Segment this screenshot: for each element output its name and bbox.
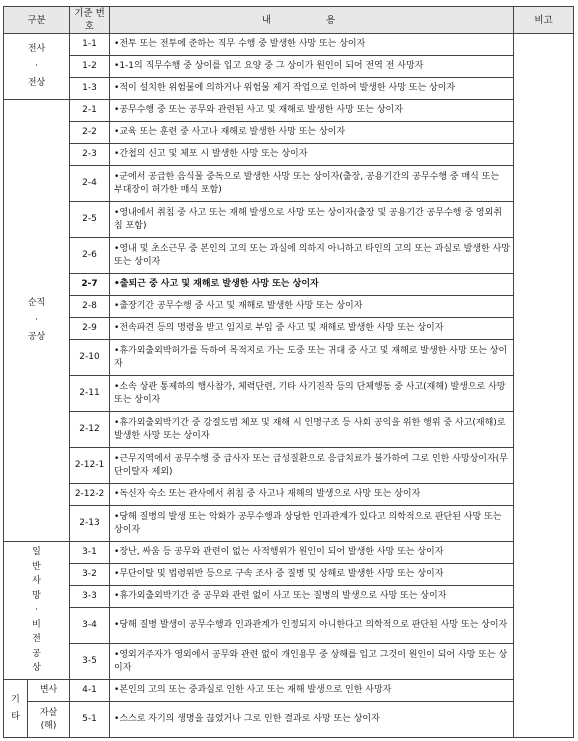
header-category: 구분 — [4, 7, 70, 34]
table-row — [4, 586, 574, 608]
row-code: 1-3 — [70, 78, 110, 100]
row-desc: •영내에서 취침 중 사고 또는 재해 발생으로 사망 또는 상이자(출장 및 공용기간 공무수행 중 영외취침 포함) — [110, 202, 514, 238]
row-desc: •교육 또는 훈련 중 사고나 재해로 발생한 사망 또는 상이자 — [110, 122, 514, 144]
table-row — [4, 34, 574, 56]
row-code: 2-12-1 — [70, 448, 110, 484]
row-code: 4-1 — [70, 680, 110, 702]
header-code: 기준 번호 — [70, 7, 110, 34]
category-combat: 전사 · 전상 — [4, 34, 70, 100]
row-desc: •장난, 싸움 등 공무와 관련이 없는 사적행위가 원인이 되어 발생한 사망 또는 상이자 — [110, 542, 514, 564]
table-row — [4, 680, 574, 702]
row-desc: •본인의 고의 또는 중과실로 인한 사고 또는 재해 발생으로 인한 사망자 — [110, 680, 514, 702]
table-row — [4, 412, 574, 448]
row-code: 5-1 — [70, 702, 110, 738]
table-row — [4, 608, 574, 644]
row-code: 3-2 — [70, 564, 110, 586]
row-desc: •영외거주자가 영외에서 공무와 관련 없이 개인용무 중 상해를 입고 그것이 원인이 되어 사망 또는 상이자 — [110, 644, 514, 680]
document — [3, 6, 574, 738]
row-desc: •1-1의 직무수행 중 상이를 입고 요양 중 그 상이가 원인이 되어 전역 전 사망자 — [110, 56, 514, 78]
row-code: 2-6 — [70, 238, 110, 274]
note-column — [514, 34, 574, 738]
table-row — [4, 542, 574, 564]
row-desc: •스스로 자기의 생명을 끊었거나 그로 인한 결과로 사망 또는 상이자 — [110, 702, 514, 738]
row-code: 1-2 — [70, 56, 110, 78]
row-code: 2-12-2 — [70, 484, 110, 506]
row-code: 2-13 — [70, 506, 110, 542]
category-duty: 순직 · 공상 — [4, 100, 70, 542]
row-code: 2-11 — [70, 376, 110, 412]
row-code: 3-5 — [70, 644, 110, 680]
row-code: 3-1 — [70, 542, 110, 564]
row-code: 2-2 — [70, 122, 110, 144]
row-code: 2-5 — [70, 202, 110, 238]
table-row — [4, 702, 574, 738]
table-row — [4, 484, 574, 506]
row-code: 2-3 — [70, 144, 110, 166]
row-desc: •공무수행 중 또는 공무와 관련된 사고 및 재해로 발생한 사망 또는 상이자 — [110, 100, 514, 122]
category-general: 일 반 사 망 · 비 전 공 상 — [4, 542, 70, 680]
row-desc: •전속파견 등의 명령을 받고 임지로 부임 중 사고 및 재해로 발생한 사망 또는 상이자 — [110, 318, 514, 340]
row-code: 3-4 — [70, 608, 110, 644]
classification-table — [3, 6, 574, 738]
table-row — [4, 238, 574, 274]
row-desc: •휴가외출외박기간 중 강절도범 체포 및 재해 시 인명구조 등 사회 공익을 위한 행위 중 사고(재해)로 발생한 사망 또는 상이자 — [110, 412, 514, 448]
row-code: 3-3 — [70, 586, 110, 608]
row-desc: •독신자 숙소 또는 관사에서 취침 중 사고나 재해의 발생으로 사망 또는 상이자 — [110, 484, 514, 506]
row-code: 2-1 — [70, 100, 110, 122]
table-row — [4, 448, 574, 484]
row-code: 2-8 — [70, 296, 110, 318]
table-row — [4, 274, 574, 296]
row-code: 2-10 — [70, 340, 110, 376]
table-row — [4, 340, 574, 376]
row-desc: •휴가외출외박허가를 득하여 목적지로 가는 도중 또는 귀대 중 사고 및 재해로 발생한 사망 또는 상이자 — [110, 340, 514, 376]
table-row — [4, 376, 574, 412]
subcategory-accident-death: 변사 — [28, 680, 70, 702]
table-row — [4, 296, 574, 318]
row-code: 1-1 — [70, 34, 110, 56]
header-content: 내 용 — [110, 7, 514, 34]
table-row — [4, 644, 574, 680]
row-desc: •전투 또는 전투에 준하는 직무 수행 중 발생한 사망 또는 상이자 — [110, 34, 514, 56]
table-row — [4, 56, 574, 78]
table-row — [4, 144, 574, 166]
row-desc: •출퇴근 중 사고 및 재해로 발생한 사망 또는 상이자 — [110, 274, 514, 296]
row-desc: •군에서 공급한 음식물 중독으로 발생한 사망 또는 상이자(출장, 공용기간의 공무수행 중 매식 또는 부대장이 허가한 매식 포함) — [110, 166, 514, 202]
row-desc: •소속 상관 통제하의 행사참가, 체력단련, 기타 사기진작 등의 단체행동 중 사고(재해) 발생으로 사망 또는 상이자 — [110, 376, 514, 412]
row-code: 2-12 — [70, 412, 110, 448]
table-row — [4, 78, 574, 100]
row-desc: •근무지역에서 공무수행 중 급사자 또는 급성질환으로 응급치료가 불가하여 그로 인한 사망상이자(무단이탈자 제외) — [110, 448, 514, 484]
row-desc: •무단이탈 및 법령위반 등으로 구속 조사 중 질병 및 상해로 발생한 사망 또는 상이자 — [110, 564, 514, 586]
row-code: 2-9 — [70, 318, 110, 340]
header-row — [4, 7, 574, 34]
row-desc: •간첩의 신고 및 체포 시 발생한 사망 또는 상이자 — [110, 144, 514, 166]
header-note: 비고 — [514, 7, 574, 34]
table-row — [4, 202, 574, 238]
table-row — [4, 318, 574, 340]
table-row — [4, 506, 574, 542]
table-row — [4, 166, 574, 202]
table-row — [4, 100, 574, 122]
table-row — [4, 122, 574, 144]
row-desc: •영내 및 초소근무 중 본인의 고의 또는 과실에 의하지 아니하고 타인의 고의 또는 과실로 발생한 사망 또는 상이자 — [110, 238, 514, 274]
row-desc: •당해 질병의 발생 또는 악화가 공무수행과 상당한 인과관계가 있다고 의학적으로 판단된 사망 또는 상이자 — [110, 506, 514, 542]
row-code: 2-4 — [70, 166, 110, 202]
subcategory-suicide: 자살 (해) — [28, 702, 70, 738]
row-desc: •당해 질병 발생이 공무수행과 인과관계가 인정되지 아니한다고 의학적으로 판단된 사망 또는 상이자 — [110, 608, 514, 644]
row-code: 2-7 — [70, 274, 110, 296]
table-row — [4, 564, 574, 586]
category-other: 기 타 — [4, 680, 28, 738]
row-desc: •휴가외출외박기간 중 공무와 관련 없이 사고 또는 질병의 발생으로 사망 또는 상이자 — [110, 586, 514, 608]
row-desc: •출장기간 공무수행 중 사고 및 재해로 발생한 사망 또는 상이자 — [110, 296, 514, 318]
row-desc: •적이 설치한 위험물에 의하거나 위험물 제거 작업으로 인하여 발생한 사망 또는 상이자 — [110, 78, 514, 100]
